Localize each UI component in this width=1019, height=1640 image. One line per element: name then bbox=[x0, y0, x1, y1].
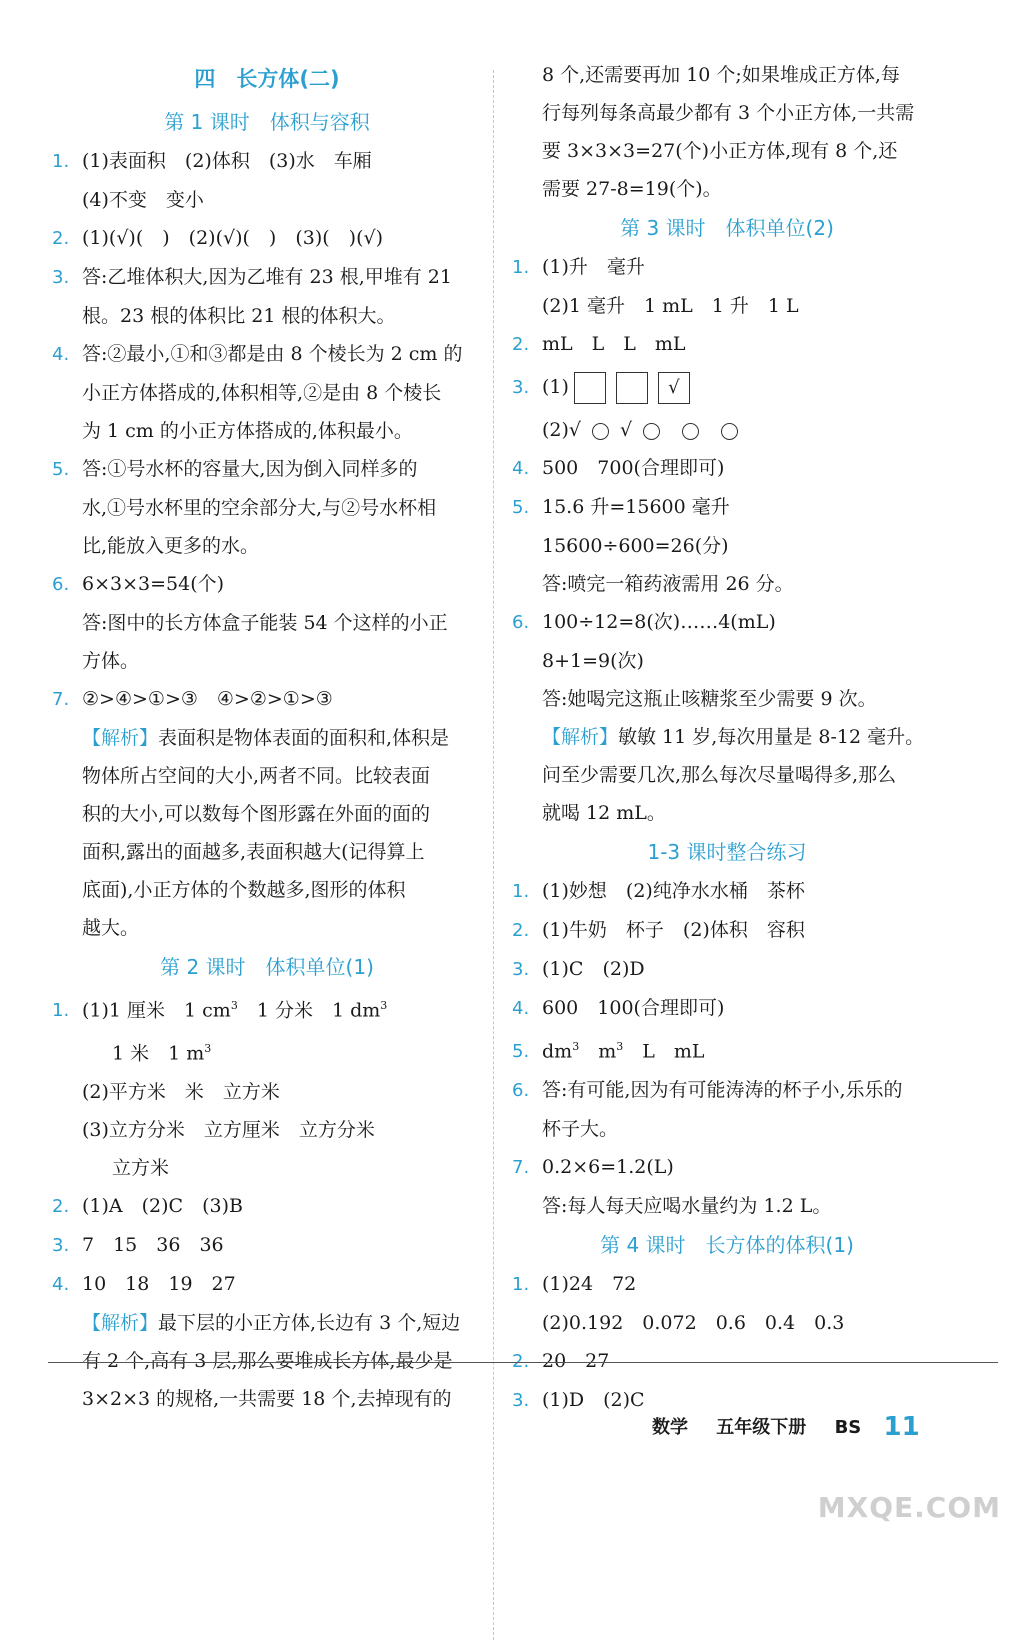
answer-line: (2)0.192 0.072 0.6 0.4 0.3 bbox=[542, 1312, 845, 1335]
answer-line: 3. 答:乙堆体积大,因为乙堆有 23 根,甲堆有 21 bbox=[52, 258, 482, 297]
question-number: 3. bbox=[52, 1234, 70, 1256]
answer-line: (2)√ √ bbox=[512, 411, 942, 449]
answer-line: 5. 答:①号水杯的容量大,因为倒入同样多的 bbox=[52, 450, 482, 489]
answer-line: 为 1 cm 的小正方体搭成的,体积最小。 bbox=[82, 420, 413, 442]
question-number: 1. bbox=[52, 1000, 70, 1022]
answer-line: 4. 500 700(合理即可) bbox=[512, 449, 942, 488]
answer-line: 答:每人每天应喝水量约为 1.2 L。 bbox=[542, 1195, 832, 1218]
left-column bbox=[52, 56, 482, 1418]
answer-line: 1. (1)升 毫升 bbox=[512, 248, 942, 287]
analysis-line: 越大。 bbox=[82, 917, 140, 939]
page-footer bbox=[652, 1412, 942, 1442]
answer-line: 1. (1)妙想 (2)纯净水水桶 茶杯 bbox=[512, 872, 942, 911]
question-number: 1. bbox=[512, 881, 530, 902]
answer-line: 水,①号水杯里的空余部分大,与②号水杯相 bbox=[82, 497, 437, 519]
analysis-line: 问至少需要几次,那么每次尽量喝得多,那么 bbox=[542, 764, 897, 786]
analysis-tag: 【解析】 bbox=[82, 727, 159, 749]
page-number: 11 bbox=[883, 1412, 920, 1442]
answer-line: 3. 7 15 36 36 bbox=[52, 1226, 482, 1265]
answer-line: 4. 10 18 19 27 bbox=[52, 1265, 482, 1304]
footer-rule bbox=[48, 1362, 998, 1363]
answer-line: 3. (1)D (2)C bbox=[512, 1381, 942, 1420]
analysis-line: 就喝 12 mL。 bbox=[542, 802, 666, 824]
question-number: 4. bbox=[512, 998, 530, 1019]
analysis-tag: 【解析】 bbox=[542, 726, 619, 748]
analysis-line: 物体所占空间的大小,两者不同。比较表面 bbox=[82, 765, 431, 787]
answer-line: 1. (1)24 72 bbox=[512, 1265, 942, 1304]
question-number: 5. bbox=[512, 1041, 530, 1063]
analysis-line: 积的大小,可以数每个图形露在外面的面的 bbox=[82, 803, 431, 825]
question-number: 4. bbox=[52, 1273, 70, 1295]
analysis-line: 【解析】敏敏 11 岁,每次用量是 8-12 毫升。 bbox=[542, 726, 925, 748]
analysis-line: 【解析】表面积是物体表面的面积和,体积是 bbox=[82, 727, 450, 749]
answer-line: 15600÷600=26(分) bbox=[542, 535, 729, 557]
answer-box-empty bbox=[574, 372, 606, 404]
answer-line: 2. (1)(√)( ) (2)(√)( ) (3)( )(√) bbox=[52, 219, 482, 258]
answer-line: 8+1=9(次) bbox=[542, 650, 644, 672]
answer-line: 6. 答:有可能,因为有可能涛涛的杯子小,乐乐的 bbox=[512, 1071, 942, 1110]
question-number: 2. bbox=[512, 920, 530, 941]
watermark: MXQE.COM bbox=[817, 1491, 1001, 1524]
answer-line: 比,能放入更多的水。 bbox=[82, 535, 260, 557]
answer-line: 5. $dm^3$ $m^3$ L mL bbox=[512, 1028, 942, 1071]
analysis-line: 要 3×3×3=27(个)小正方体,现有 8 个,还 bbox=[542, 140, 898, 162]
answer-line: 根。23 根的体积比 21 根的体积大。 bbox=[82, 305, 396, 327]
answer-line: 5. 15.6 升=15600 毫升 bbox=[512, 488, 942, 527]
question-number: 2. bbox=[52, 228, 70, 249]
question-number: 4. bbox=[512, 458, 530, 479]
right-column bbox=[512, 56, 942, 1420]
answer-line: 立方米 bbox=[112, 1156, 170, 1179]
question-number: 6. bbox=[512, 612, 530, 633]
answer-line: 4. 答:②最小,①和③都是由 8 个棱长为 2 cm 的 bbox=[52, 335, 482, 374]
answer-line: 6. 6×3×3=54(个) bbox=[52, 565, 482, 604]
answer-line: (2)平方米 米 立方米 bbox=[82, 1080, 280, 1103]
answer-line: 答:喷完一箱药液需用 26 分。 bbox=[542, 573, 794, 595]
lesson1-title: 第 1 课时 体积与容积 bbox=[164, 110, 370, 134]
answer-line: 方体。 bbox=[82, 650, 140, 672]
circle-mark bbox=[643, 423, 660, 440]
chapter-title: 四 长方体(二) bbox=[194, 67, 340, 91]
answer-line: 杯子大。 bbox=[542, 1118, 619, 1141]
answer-line: (3)立方分米 立方厘米 立方分米 bbox=[82, 1118, 375, 1141]
analysis-tag: 【解析】 bbox=[82, 1311, 159, 1334]
answer-line: 小正方体搭成的,体积相等,②是由 8 个棱长 bbox=[82, 382, 442, 404]
analysis-line: 【解析】最下层的小正方体,长边有 3 个,短边 bbox=[82, 1311, 461, 1334]
answer-line: 7. 0.2×6=1.2(L) bbox=[512, 1148, 942, 1187]
footer-edition: BS bbox=[834, 1417, 862, 1438]
analysis-line: 有 2 个,高有 3 层,那么要堆成长方体,最少是 bbox=[82, 1349, 453, 1372]
answer-line: 答:她喝完这瓶止咳糖浆至少需要 9 次。 bbox=[542, 688, 877, 710]
lesson4-title: 第 4 课时 长方体的体积(1) bbox=[600, 1233, 854, 1258]
question-number: 3. bbox=[512, 377, 530, 398]
answer-line: 2. (1)牛奶 杯子 (2)体积 容积 bbox=[512, 911, 942, 950]
column-divider bbox=[493, 70, 494, 1640]
question-number: 3. bbox=[512, 1390, 530, 1412]
question-number: 6. bbox=[512, 1080, 530, 1102]
question-number: 1. bbox=[512, 1274, 530, 1296]
answer-line: 2. (1)A (2)C (3)B bbox=[52, 1187, 482, 1226]
answer-line: 1 米 1 $m^3$ bbox=[112, 1042, 212, 1065]
answer-line: 3. (1)C (2)D bbox=[512, 950, 942, 989]
answer-line: 1. (1)1 厘米 1 $cm^3$ 1 分米 1 $dm^3$ bbox=[52, 987, 482, 1030]
answer-line: 2. 20 27 bbox=[512, 1342, 942, 1381]
analysis-line: 需要 27-8=19(个)。 bbox=[542, 178, 722, 200]
question-number: 6. bbox=[52, 574, 70, 595]
question-number: 1. bbox=[512, 257, 530, 278]
analysis-line: 3×2×3 的规格,一共需要 18 个,去掉现有的 bbox=[82, 1387, 452, 1410]
question-number: 3. bbox=[52, 267, 70, 288]
answer-line: 4. 600 100(合理即可) bbox=[512, 989, 942, 1028]
answer-line: 2. mL L L mL bbox=[512, 325, 942, 364]
answer-line: 6. 100÷12=8(次)……4(mL) bbox=[512, 603, 942, 642]
analysis-line: 8 个,还需要再加 10 个;如果堆成正方体,每 bbox=[542, 64, 900, 86]
footer-subject: 数学 bbox=[652, 1417, 688, 1438]
analysis-line: 底面),小正方体的个数越多,图形的体积 bbox=[82, 879, 406, 901]
lesson2-title: 第 2 课时 体积单位(1) bbox=[160, 955, 374, 979]
circle-mark bbox=[721, 423, 738, 440]
analysis-line: 行每列每条高最少都有 3 个小正方体,一共需 bbox=[542, 102, 915, 124]
circle-mark bbox=[592, 423, 609, 440]
answer-box-checked: √ bbox=[658, 372, 690, 404]
answer-box-empty bbox=[616, 372, 648, 404]
answer-line: (4)不变 变小 bbox=[82, 189, 204, 211]
question-number: 2. bbox=[52, 1195, 70, 1217]
question-number: 2. bbox=[512, 334, 530, 355]
answer-line: 答:图中的长方体盒子能装 54 个这样的小正 bbox=[82, 612, 448, 634]
analysis-line: 面积,露出的面越多,表面积越大(记得算上 bbox=[82, 841, 425, 863]
footer-grade: 五年级下册 bbox=[716, 1417, 807, 1438]
answer-line: (2)1 毫升 1 mL 1 升 1 L bbox=[542, 295, 799, 317]
answer-line: 3. (1) √ bbox=[512, 364, 942, 411]
lesson3-title: 第 3 课时 体积单位(2) bbox=[620, 216, 834, 240]
question-number: 4. bbox=[52, 344, 70, 365]
question-number: 7. bbox=[52, 689, 70, 710]
question-number: 7. bbox=[512, 1157, 530, 1179]
question-number: 3. bbox=[512, 959, 530, 980]
question-number: 5. bbox=[512, 497, 530, 518]
answer-line: 7. ②>④>①>③ ④>②>①>③ bbox=[52, 680, 482, 719]
question-number: 2. bbox=[512, 1351, 530, 1373]
answer-line: 1. (1)表面积 (2)体积 (3)水 车厢 bbox=[52, 142, 482, 181]
question-number: 5. bbox=[52, 459, 70, 480]
question-number: 1. bbox=[52, 151, 70, 172]
review-title: 1-3 课时整合练习 bbox=[647, 840, 807, 864]
circle-mark bbox=[682, 423, 699, 440]
